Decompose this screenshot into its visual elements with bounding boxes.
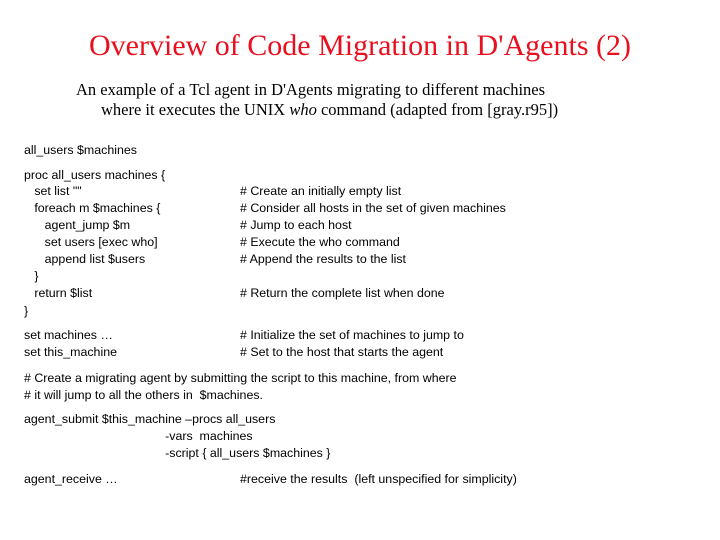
code-line: agent_receive … [24,472,118,486]
subtitle-who-italic: who [289,100,317,119]
code-line: -vars machines [24,429,253,443]
code-line: set users [exec who] [24,235,158,249]
code-line: set machines … [24,328,113,342]
subtitle-line-2-start: where it executes the UNIX [101,100,290,119]
code-comment: # Consider all hosts in the set of given machines [240,201,506,215]
subtitle-line-1: An example of a Tcl agent in D'Agents migrating to different machines [76,80,546,99]
code-line: proc all_users machines { [24,168,166,182]
code-line: return $list [24,286,93,300]
code-comment: # Jump to each host [240,218,352,232]
code-line: set this_machine [24,345,117,359]
code-comment: # Initialize the set of machines to jump to [240,328,464,342]
code-line: } [24,269,39,283]
code-comment: # Set to the host that starts the agent [240,345,444,359]
code-line: all_users $machines [24,143,137,157]
code-line: # it will jump to all the others in $machines. [24,388,263,402]
code-line: # Create a migrating agent by submitting the script to this machine, from where [24,371,457,385]
code-comment: # Execute the who command [240,235,400,249]
code-comment: # Create an initially empty list [240,184,402,198]
code-comment: # Return the complete list when done [240,286,445,300]
code-line: agent_submit $this_machine –procs all_users [24,412,276,426]
code-line: foreach m $machines { [24,201,161,215]
code-comment: #receive the results (left unspecified for simplicity) [240,472,517,486]
subtitle-line-2 [101,100,558,120]
code-line: } [24,304,29,318]
slide-title: Overview of Code Migration in D'Agents (2) [89,29,631,62]
code-comment: # Append the results to the list [240,252,407,266]
code-line: agent_jump $m [24,218,131,232]
code-line: -script { all_users $machines } [24,446,331,460]
code-line: append list $users [24,252,146,266]
subtitle-line-2-end: command (adapted from [gray.r95]) [316,100,559,119]
code-line: set list "" [24,184,82,198]
